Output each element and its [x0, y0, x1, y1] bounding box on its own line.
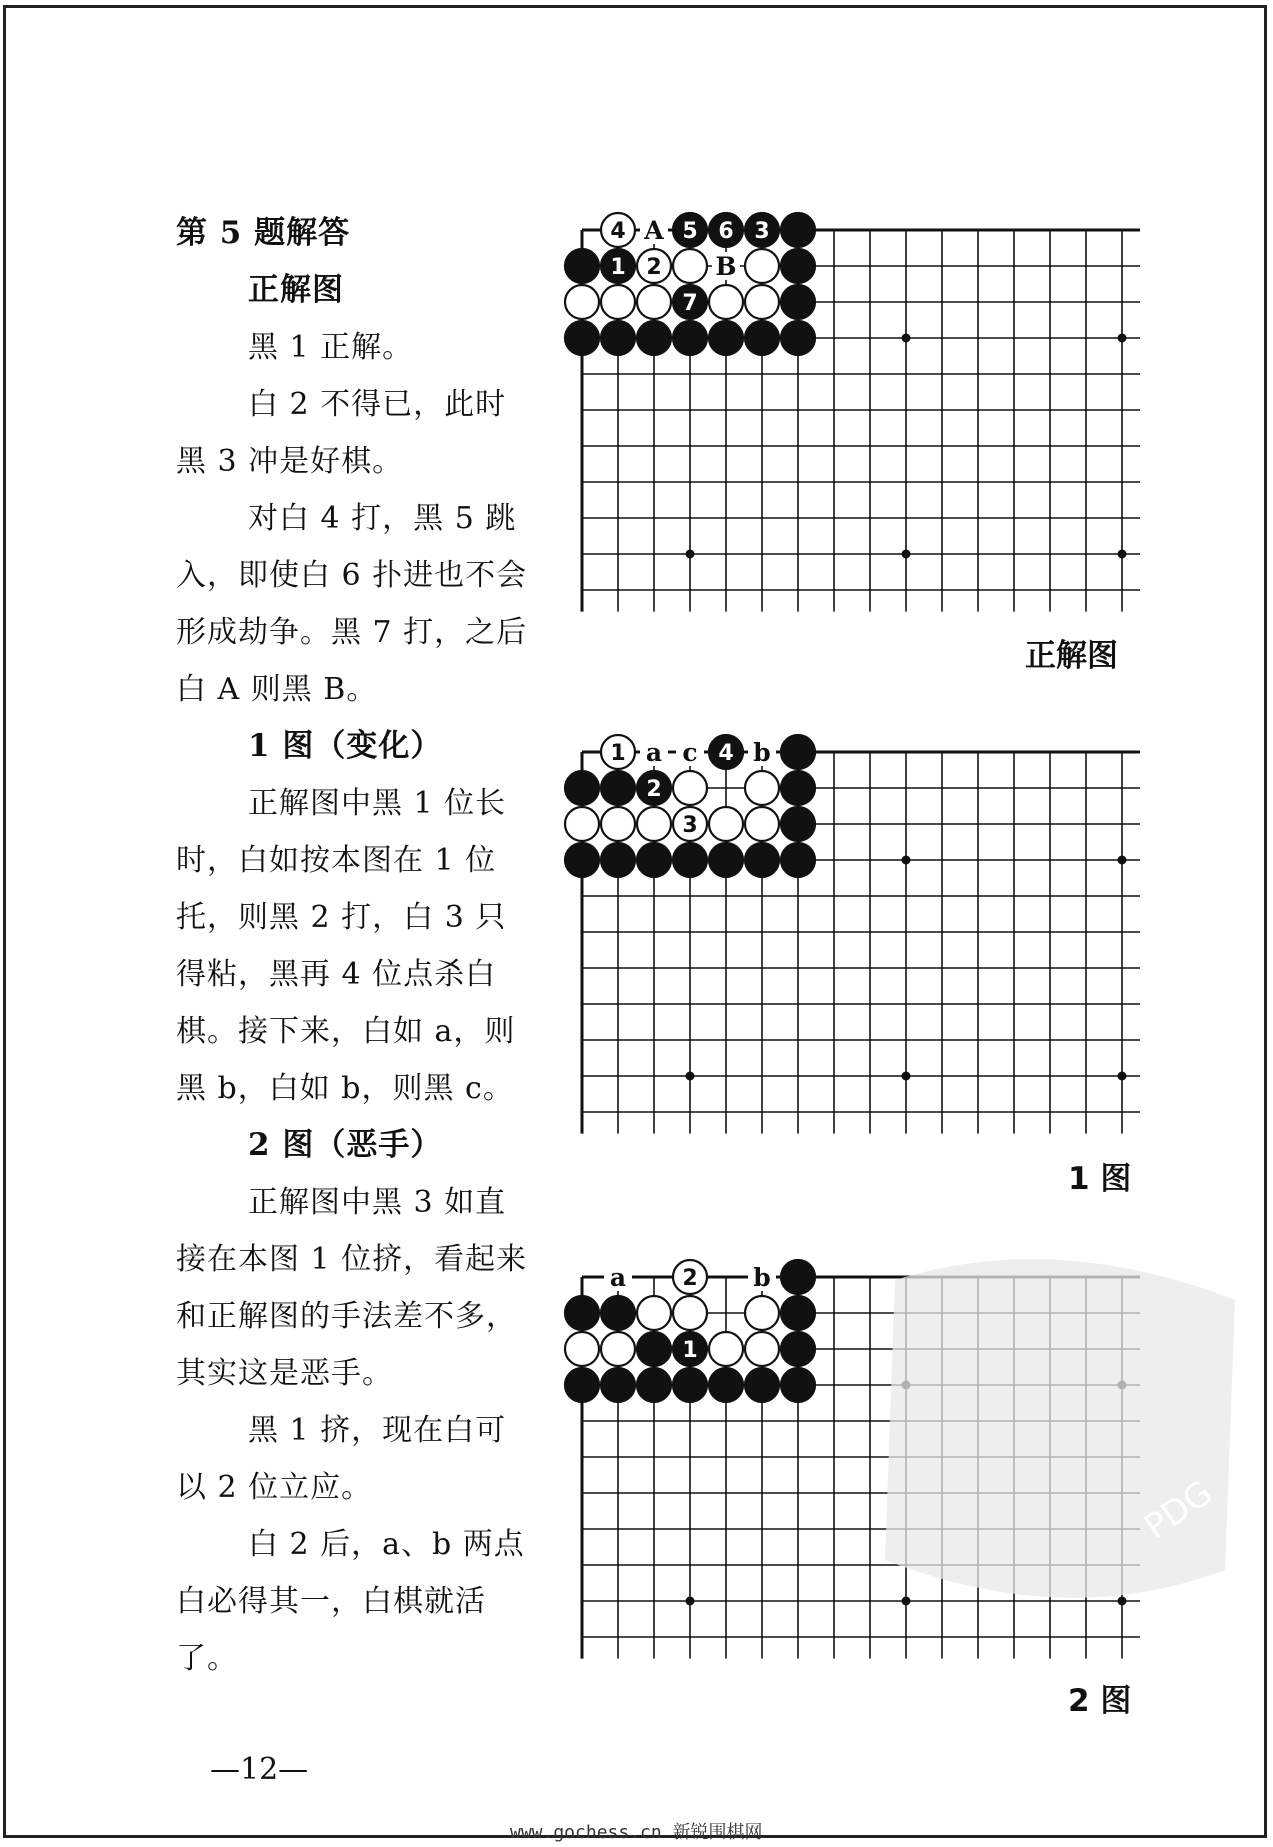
- black-stone: [673, 1368, 707, 1402]
- stone-disc: [565, 1296, 599, 1330]
- stone-disc: [565, 807, 599, 841]
- black-stone: [637, 1332, 671, 1366]
- move-number: 1: [610, 741, 626, 766]
- move-number: 7: [682, 291, 698, 316]
- paragraph: 白 2 不得已，此时黑 3 冲是好棋。: [176, 387, 507, 479]
- black-stone: [781, 321, 815, 355]
- stone-disc: [637, 285, 671, 319]
- stone-disc: [565, 285, 599, 319]
- stone-disc: [601, 771, 635, 805]
- white-stone: [565, 807, 599, 841]
- star-point: [902, 856, 911, 865]
- black-stone: [781, 213, 815, 247]
- stone-disc: [745, 1368, 779, 1402]
- stone-disc: [565, 1332, 599, 1366]
- move-number: 3: [682, 813, 698, 838]
- black-stone: [781, 807, 815, 841]
- black-stone: [709, 1368, 743, 1402]
- section-heading-variation: 1 图（变化）: [248, 728, 443, 764]
- stone-disc: [601, 285, 635, 319]
- stone-disc: [781, 771, 815, 805]
- stone-disc: [709, 321, 743, 355]
- paragraph: 白 2 后，a、b 两点白必得其一，白棋就活了。: [176, 1527, 525, 1676]
- star-point: [1118, 334, 1127, 343]
- point-label: [712, 252, 740, 281]
- star-point: [686, 1597, 695, 1606]
- stamp-text: PDG: [1137, 1472, 1220, 1548]
- caption-bad-move: 2 图: [1068, 1683, 1132, 1719]
- move-number: 2: [682, 1266, 698, 1291]
- black-stone: [673, 321, 707, 355]
- black-stone: [709, 321, 743, 355]
- stone-disc: [565, 249, 599, 283]
- star-point: [902, 550, 911, 559]
- stone-disc: [781, 1368, 815, 1402]
- stone-disc: [781, 1296, 815, 1330]
- stone-disc: [565, 321, 599, 355]
- text-column: [176, 205, 536, 1687]
- stone-disc: [745, 807, 779, 841]
- stone-disc: [781, 1332, 815, 1366]
- point-label-text: B: [715, 252, 737, 281]
- stone-disc: [709, 285, 743, 319]
- black-stone: [673, 285, 707, 319]
- white-stone: [637, 285, 671, 319]
- stone-disc: [673, 321, 707, 355]
- stone-disc: [745, 771, 779, 805]
- white-stone: [637, 1296, 671, 1330]
- stone-disc: [781, 843, 815, 877]
- point-label-text: A: [644, 216, 664, 245]
- black-stone: [709, 843, 743, 877]
- white-stone: [745, 1332, 779, 1366]
- move-number: 1: [682, 1338, 698, 1363]
- stone-disc: [781, 807, 815, 841]
- stone-disc: [709, 1368, 743, 1402]
- stone-disc: [601, 1296, 635, 1330]
- star-point: [686, 1072, 695, 1081]
- paragraph: 黑 1 挤，现在白可以 2 位立应。: [176, 1413, 507, 1505]
- stone-disc: [673, 843, 707, 877]
- paragraph: 黑 1 正解。: [248, 330, 414, 365]
- site-watermark: www.gochess.cn 新锐围棋网: [510, 1822, 763, 1843]
- point-label: [748, 738, 776, 767]
- stone-disc: [745, 285, 779, 319]
- go-board-correct: [560, 210, 1140, 620]
- white-stone: [673, 249, 707, 283]
- stone-disc: [637, 807, 671, 841]
- black-stone: [781, 735, 815, 769]
- black-stone: [781, 285, 815, 319]
- move-number: 4: [610, 219, 626, 244]
- white-stone: [637, 807, 671, 841]
- white-stone: [745, 771, 779, 805]
- point-label: [748, 1263, 776, 1292]
- stone-disc: [745, 843, 779, 877]
- black-stone: [781, 771, 815, 805]
- star-point: [686, 550, 695, 559]
- paragraph: 正解图中黑 3 如直接在本图 1 位挤，看起来和正解图的手法差不多，其实这是恶手。: [176, 1185, 528, 1391]
- stone-disc: [565, 771, 599, 805]
- point-label-text: a: [645, 738, 663, 767]
- stone-disc: [565, 843, 599, 877]
- white-stone: [709, 285, 743, 319]
- black-stone: [637, 771, 671, 805]
- white-stone: [601, 807, 635, 841]
- star-point: [1118, 856, 1127, 865]
- stone-disc: [601, 1368, 635, 1402]
- move-number: 2: [646, 255, 662, 280]
- black-stone: [637, 1368, 671, 1402]
- move-number: 3: [754, 219, 770, 244]
- white-stone: [673, 807, 707, 841]
- stone-disc: [673, 1296, 707, 1330]
- black-stone: [565, 771, 599, 805]
- stone-disc: [709, 1332, 743, 1366]
- black-stone: [673, 1332, 707, 1366]
- stone-disc: [601, 1332, 635, 1366]
- caption-correct: 正解图: [1025, 638, 1118, 674]
- white-stone: [565, 285, 599, 319]
- white-stone: [601, 285, 635, 319]
- point-label: [676, 738, 704, 767]
- stone-disc: [673, 771, 707, 805]
- black-stone: [673, 213, 707, 247]
- black-stone: [601, 249, 635, 283]
- white-stone: [673, 1296, 707, 1330]
- white-stone: [565, 1332, 599, 1366]
- paragraph: 对白 4 打，黑 5 跳入，即使白 6 扑进也不会形成劫争。黑 7 打，之后白 A 则黑 B。: [176, 501, 528, 707]
- black-stone: [601, 1296, 635, 1330]
- white-stone: [673, 1260, 707, 1294]
- black-stone: [745, 843, 779, 877]
- stone-disc: [637, 321, 671, 355]
- stone-disc: [673, 249, 707, 283]
- point-label: [640, 216, 668, 245]
- white-stone: [601, 1332, 635, 1366]
- stone-disc: [709, 807, 743, 841]
- move-number: 6: [718, 219, 734, 244]
- stone-disc: [637, 1368, 671, 1402]
- point-label-text: c: [682, 738, 698, 767]
- star-point: [902, 1072, 911, 1081]
- black-stone: [781, 1332, 815, 1366]
- black-stone: [601, 321, 635, 355]
- stone-disc: [781, 213, 815, 247]
- black-stone: [565, 1368, 599, 1402]
- black-stone: [601, 843, 635, 877]
- black-stone: [781, 249, 815, 283]
- black-stone: [565, 321, 599, 355]
- caption-variation: 1 图: [1068, 1161, 1132, 1197]
- black-stone: [673, 843, 707, 877]
- black-stone: [709, 735, 743, 769]
- black-stone: [637, 843, 671, 877]
- stone-disc: [601, 843, 635, 877]
- black-stone: [781, 1368, 815, 1402]
- stone-disc: [709, 843, 743, 877]
- white-stone: [601, 213, 635, 247]
- move-number: 1: [610, 255, 626, 280]
- stone-disc: [781, 1260, 815, 1294]
- stone-disc: [745, 321, 779, 355]
- black-stone: [565, 1296, 599, 1330]
- point-label-text: b: [753, 1263, 771, 1292]
- stone-disc: [637, 843, 671, 877]
- point-label: [640, 738, 668, 767]
- star-point: [1118, 550, 1127, 559]
- board-grid: [582, 752, 1140, 1134]
- white-stone: [709, 1332, 743, 1366]
- black-stone: [601, 1368, 635, 1402]
- stone-disc: [673, 1368, 707, 1402]
- move-number: 2: [646, 777, 662, 802]
- section-heading-bad-move: 2 图（恶手）: [248, 1127, 443, 1163]
- black-stone: [781, 1296, 815, 1330]
- stone-disc: [745, 249, 779, 283]
- paragraph: 正解图中黑 1 位长时，白如按本图在 1 位托，则黑 2 打，白 3 只得粘，黑再 4 位点杀白棋。接下来，白如 a，则黑 b，白如 b，则黑 c。: [176, 786, 516, 1106]
- stone-disc: [745, 1332, 779, 1366]
- move-number: 5: [682, 219, 698, 244]
- black-stone: [745, 321, 779, 355]
- stone-disc: [781, 321, 815, 355]
- page-number: —12—: [210, 1752, 309, 1787]
- stone-disc: [601, 807, 635, 841]
- problem-title: 第 5 题解答: [176, 215, 351, 251]
- white-stone: [637, 249, 671, 283]
- white-stone: [601, 735, 635, 769]
- star-point: [1118, 1072, 1127, 1081]
- white-stone: [745, 807, 779, 841]
- point-label-text: b: [753, 738, 771, 767]
- stone-disc: [601, 321, 635, 355]
- move-number: 4: [718, 741, 734, 766]
- stone-disc: [637, 1332, 671, 1366]
- black-stone: [781, 843, 815, 877]
- black-stone: [565, 249, 599, 283]
- star-point: [902, 334, 911, 343]
- stone-disc: [565, 1368, 599, 1402]
- library-stamp: [855, 1240, 1255, 1620]
- point-label-text: a: [609, 1263, 627, 1292]
- black-stone: [601, 771, 635, 805]
- board-grid: [582, 230, 1140, 612]
- white-stone: [673, 771, 707, 805]
- white-stone: [745, 1296, 779, 1330]
- stone-disc: [637, 1296, 671, 1330]
- point-label: [604, 1263, 632, 1292]
- black-stone: [637, 321, 671, 355]
- black-stone: [745, 1368, 779, 1402]
- black-stone: [781, 1260, 815, 1294]
- stone-disc: [781, 735, 815, 769]
- section-heading-correct: 正解图: [248, 272, 344, 308]
- stone-disc: [745, 1296, 779, 1330]
- stone-disc: [781, 249, 815, 283]
- white-stone: [745, 249, 779, 283]
- black-stone: [709, 213, 743, 247]
- stone-disc: [781, 285, 815, 319]
- white-stone: [745, 285, 779, 319]
- white-stone: [709, 807, 743, 841]
- black-stone: [745, 213, 779, 247]
- go-board-variation: [560, 732, 1140, 1142]
- black-stone: [565, 843, 599, 877]
